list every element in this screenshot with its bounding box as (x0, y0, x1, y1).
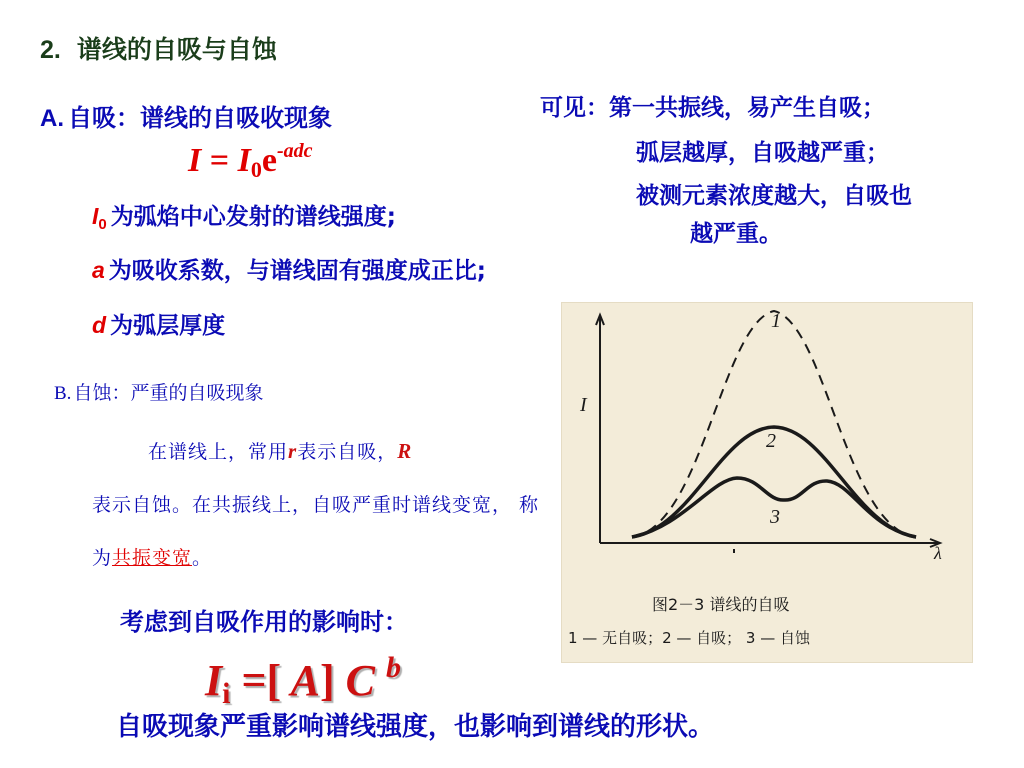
final-conclusion: 自吸现象严重影响谱线强度，也影响到谱线的形状。 (116, 712, 715, 742)
section-number: 2. (40, 36, 61, 64)
figure-plot (562, 303, 972, 662)
part-b-letter: B. (54, 383, 72, 404)
consider-heading: 考虑到自吸作用的影响时： (120, 608, 408, 636)
x-axis-label: λ (934, 543, 942, 563)
part-a-title (40, 98, 332, 133)
part-b-title (54, 378, 263, 405)
intensity-formula: $I_i$ =[ A] C $^b$ (205, 651, 401, 710)
curve-label-1: 1 (771, 310, 781, 332)
definition-symbol: $I_0$ (92, 203, 107, 233)
conclusion-note (540, 86, 912, 252)
definition-symbol: d (92, 312, 107, 338)
formula-i0-base: I (237, 142, 251, 179)
definition-text: 为弧层厚度 (110, 313, 226, 339)
part-b-text: 自蚀：严重的自吸现象 (73, 382, 264, 404)
curve-label-3: 3 (770, 506, 780, 528)
note-line-4: 越严重。 (690, 221, 782, 247)
part-a-text: 自吸：谱线的自吸收现象 (68, 104, 332, 132)
formula-eq: = (209, 142, 230, 179)
definition-d (92, 307, 225, 340)
symbol-r: r (288, 439, 298, 463)
symbol-R: R (397, 439, 413, 463)
formula-e: e (261, 142, 277, 179)
self-absorption-figure (561, 302, 973, 663)
definition-i0 (92, 198, 396, 233)
note-line-2: 弧层越厚，自吸越严重； (636, 140, 889, 166)
note-line-3: 被测元素浓度越大，自吸也 (636, 183, 912, 209)
definition-symbol: a (92, 257, 105, 283)
formula-i: I (188, 142, 202, 179)
curve-1 (632, 311, 916, 537)
section-title: 谱线的自吸与自蚀 (76, 35, 277, 64)
figure-caption: 图2－3 谱线的自吸 (652, 595, 790, 614)
self-absorption-formula (188, 140, 312, 183)
definition-text: 为弧焰中心发射的谱线强度; (110, 204, 396, 230)
note-line-1: 可见：第一共振线，易产生自吸； (540, 95, 885, 121)
resonance-broadening-term: 共振变宽 (112, 547, 193, 569)
figure-legend: 1 — 无自吸；2 — 自吸； 3 — 自蚀 (568, 629, 811, 647)
formula-exponent: -adc (276, 140, 313, 162)
curve-label-2: 2 (766, 430, 776, 452)
formula-i0-sub: 0 (250, 157, 262, 182)
section-heading (40, 30, 277, 66)
y-axis-label: I (580, 394, 587, 416)
definition-a (92, 252, 486, 285)
definition-text: 为吸收系数，与谱线固有强度成正比; (108, 258, 486, 284)
part-a-letter: A. (40, 105, 64, 132)
part-b-paragraph: 在谱线上，常用r表示自吸，R 表示自蚀。在共振线上，自吸严重时谱线变宽， 称为共振变宽。 (92, 439, 540, 569)
